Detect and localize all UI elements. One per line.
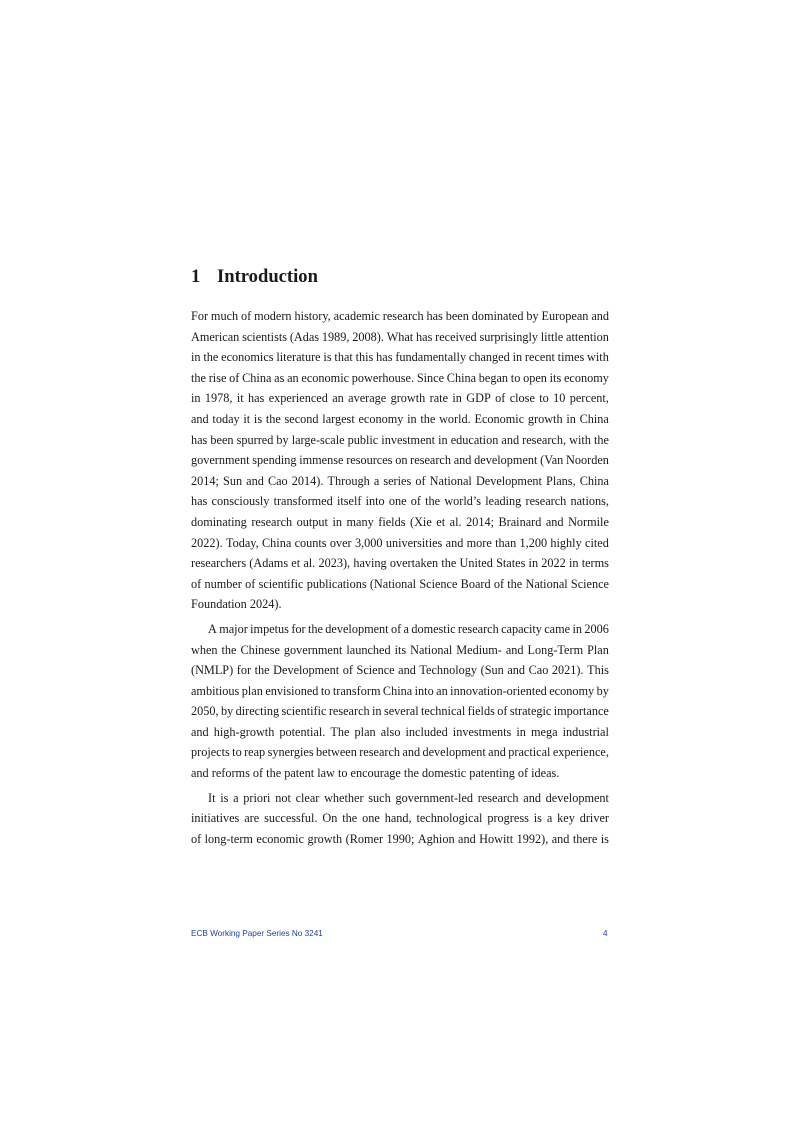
- text-line: For much of modern history, academic research has been dominated by European and: [191, 309, 609, 323]
- text-line: 2022). Today, China counts over 3,000 universities and more than 1,200 highly cited: [191, 535, 609, 550]
- text-line: 2014; Sun and Cao 2014). Through a series of National Development Plans, China: [191, 473, 609, 488]
- paragraph: [191, 306, 609, 615]
- paragraph: [191, 619, 609, 784]
- text-line: in the economics literature is that this has fundamentally changed in recent times with: [191, 350, 609, 365]
- text-line: American scientists (Adas 1989, 2008). What has received surprisingly little attention: [191, 329, 609, 344]
- section-number: 1: [191, 266, 201, 287]
- footer-series-label: ECB Working Paper Series No 3241: [191, 929, 323, 938]
- text-line: It is a priori not clear whether such government-led research and development: [208, 790, 609, 805]
- section-heading: [191, 266, 318, 288]
- text-line: researchers (Adams et al. 2023), having overtaken the United States in 2022 in terms: [191, 556, 609, 571]
- text-line: the rise of China as an economic powerhouse. Since China began to open its economy: [191, 370, 609, 385]
- body-text: [191, 306, 609, 849]
- text-line: initiatives are successful. On the one hand, technological progress is a key driver: [191, 811, 609, 826]
- text-line: Foundation 2024).: [191, 597, 282, 612]
- text-line: government spending immense resources on research and development (Van Noorden: [191, 453, 609, 468]
- text-line: in 1978, it has experienced an average growth rate in GDP of close to 10 percent,: [191, 391, 609, 406]
- paragraph: [191, 788, 609, 850]
- text-line: projects to reap synergies between research and development and practical experience,: [191, 745, 609, 760]
- text-line: (NMLP) for the Development of Science and Technology (Sun and Cao 2021). This: [191, 663, 609, 678]
- text-line: and reforms of the patent law to encourage the domestic patenting of ideas.: [191, 766, 560, 781]
- section-title: Introduction: [217, 266, 318, 287]
- text-line: ambitious plan envisioned to transform China into an innovation-oriented economy by: [191, 683, 609, 698]
- text-line: of long-term economic growth (Romer 1990; Aghion and Howitt 1992), and there is: [191, 831, 609, 846]
- footer-page-number: 4: [603, 929, 608, 938]
- text-line: and today it is the second largest economy in the world. Economic growth in China: [191, 411, 609, 426]
- text-line: has consciously transformed itself into one of the world’s leading research nations,: [191, 494, 609, 509]
- text-line: has been spurred by large-scale public investment in education and research, with the: [191, 432, 609, 447]
- text-line: A major impetus for the development of a domestic research capacity came in 2006: [208, 621, 609, 636]
- text-line: 2050, by directing scientific research in several technical fields of strategic importance: [191, 704, 609, 719]
- text-line: and high-growth potential. The plan also included investments in mega industrial: [191, 724, 609, 739]
- text-line: when the Chinese government launched its National Medium- and Long-Term Plan: [191, 642, 609, 657]
- text-line: of number of scientific publications (National Science Board of the National Science: [191, 576, 609, 591]
- text-line: dominating research output in many fields (Xie et al. 2014; Brainard and Normile: [191, 514, 609, 529]
